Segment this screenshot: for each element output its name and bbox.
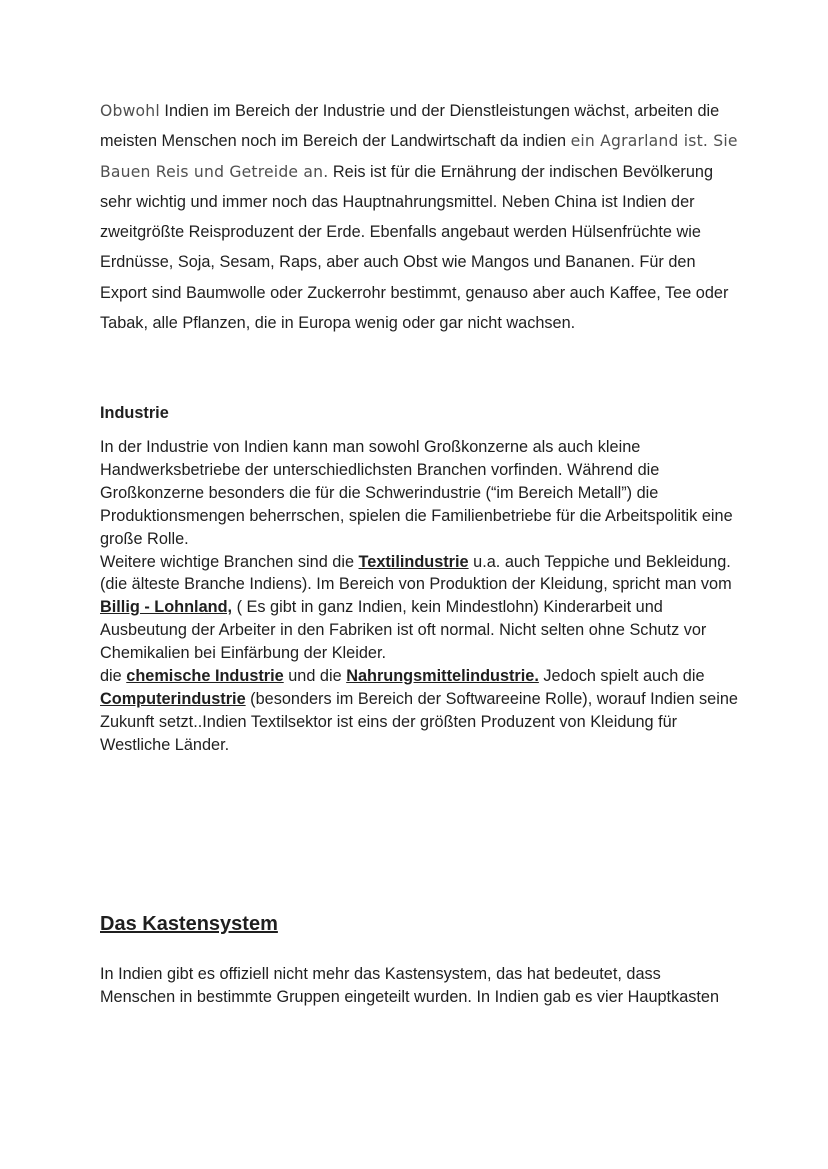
text-segment: ( Es gibt in ganz Indien, kein Mindestlohn) Kinderarbeit und Ausbeutung der Arbeiter in den Fabriken ist oft normal. Nicht selten ohne Schutz vor Chemikalien bei Einfärbung der Kleider. bbox=[100, 598, 707, 663]
term-textilindustrie: Textilindustrie bbox=[358, 552, 469, 571]
text-segment: In der Industrie von Indien kann man sowohl Großkonzerne als auch kleine Handwerksbetriebe der unterschiedlichsten Branchen vorfinden. Während die Großkonzerne besonders die für die Schwerindustrie (“im Bereich Metall”) die Produktionsmengen beherrschen, spielen die Familienbetriebe für die Arbeitspolitik eine große Rolle. bbox=[100, 438, 733, 548]
text-segment: (besonders im Bereich der Softwareeine Rolle), worauf Indien seine Zukunft setzt..Indien Textilsektor ist eins der größten Produzent von Kleidung für Westliche Länder. bbox=[100, 689, 738, 754]
text-segment: und die bbox=[283, 667, 347, 686]
term-chemische-industrie: chemische Industrie bbox=[126, 667, 284, 686]
text-segment: Jedoch spielt auch die bbox=[538, 667, 705, 686]
text-segment: Obwohl bbox=[100, 102, 160, 120]
paragraph-kastensystem: In Indien gibt es offiziell nicht mehr das Kastensystem, das hat bedeutet, dass Menschen in bestimmte Gruppen eingeteilt wurden. In Indien gab es vier Hauptkasten bbox=[100, 965, 720, 1006]
term-nahrungsmittelindustrie: Nahrungsmittelindustrie. bbox=[346, 667, 539, 686]
text-segment: Weitere wichtige Branchen sind die bbox=[100, 552, 359, 571]
text-segment: Indien im Bereich der Industrie und der Dienstleistungen wächst, arbeiten die meisten Menschen noch im Bereich der Landwirtschaft da indien bbox=[100, 102, 720, 151]
text-segment: u.a. auch Teppiche und Bekleidung. (die älteste Branche Indiens). Im Bereich von Produktion der Kleidung, spricht man vom bbox=[100, 552, 732, 594]
text-segment: ein Agrarland ist. Sie Bauen Reis und Getreide an. bbox=[100, 132, 738, 181]
term-billig-lohnland: Billig - Lohnland, bbox=[100, 598, 233, 617]
text-segment: die bbox=[100, 667, 127, 686]
heading-industrie: Industrie bbox=[100, 404, 169, 422]
heading-kastensystem: Das Kastensystem bbox=[100, 913, 278, 935]
paragraph-landwirtschaft bbox=[100, 96, 740, 338]
paragraph-industrie bbox=[100, 436, 740, 757]
term-computerindustrie: Computerindustrie bbox=[100, 689, 246, 708]
text-segment: Reis ist für die Ernährung der indischen Bevölkerung sehr wichtig und immer noch das Hauptnahrungsmittel. Neben China ist Indien der zweitgrößte Reisproduzent der Erde. Ebenfalls angebaut werden Hülsenfrüchte wie Erdnüsse, Soja, Sesam, Raps, aber auch Obst wie Mangos und Bananen. Für den Export sind Baumwolle oder Zuckerrohr bestimmt, genauso aber auch Kaffee, Tee oder Tabak, alle Pflanzen, die in Europa wenig oder gar nicht wachsen. bbox=[100, 162, 729, 333]
